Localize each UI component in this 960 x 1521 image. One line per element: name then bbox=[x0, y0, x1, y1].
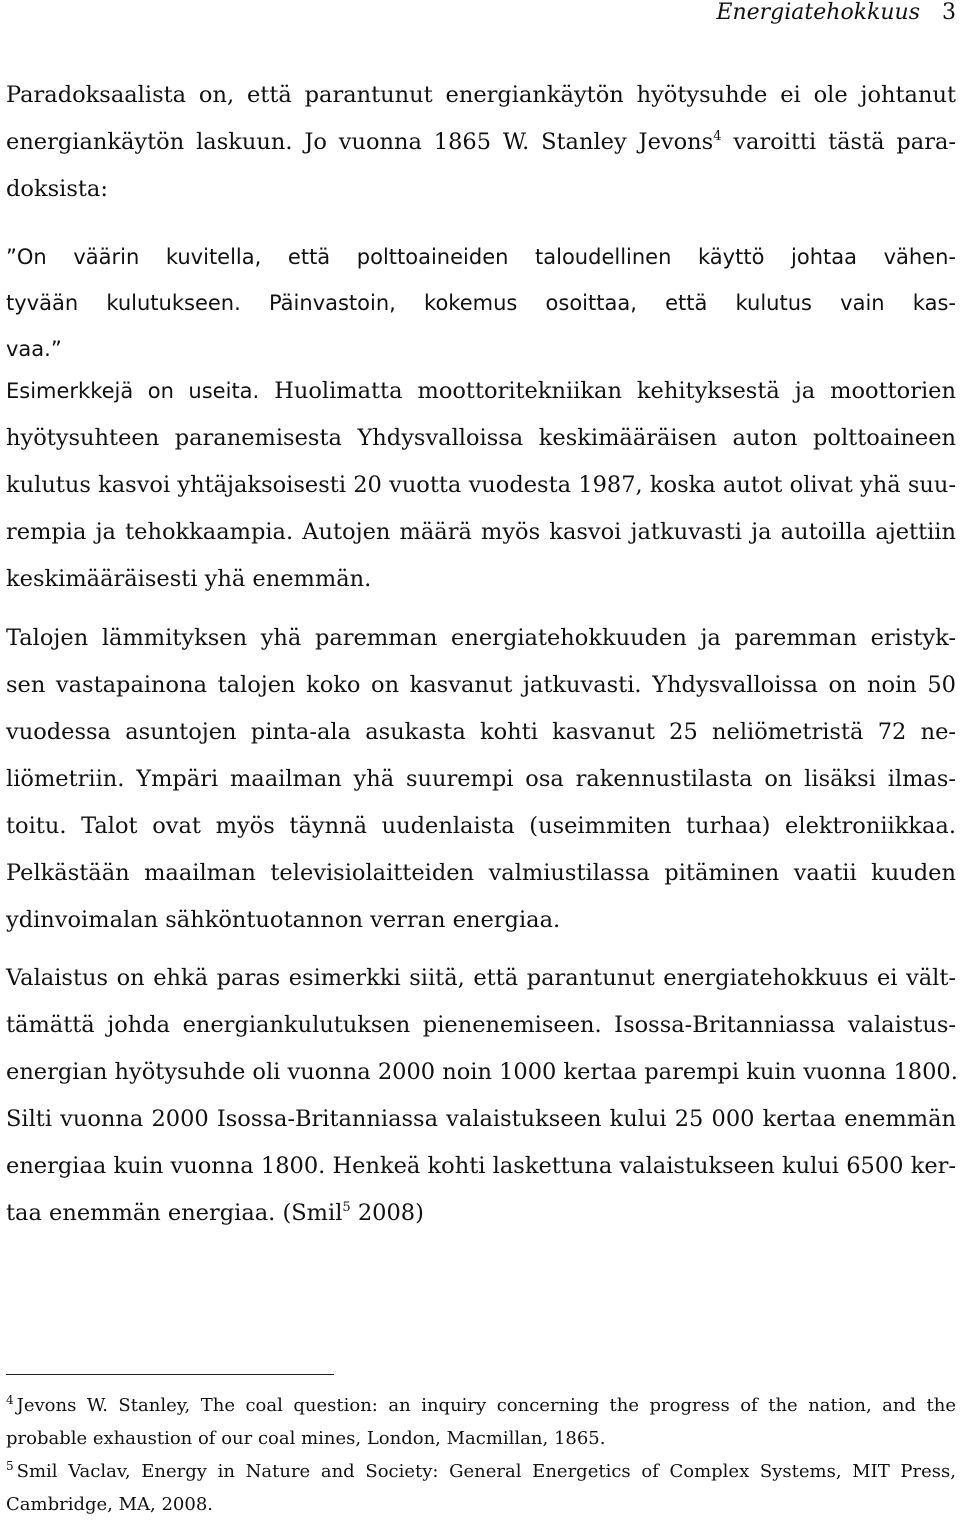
text-line: Paradoksaalista on, että parantunut energiankäytön hyötysuhde ei ole johtanut bbox=[6, 82, 956, 108]
text-line: ydinvoimalan sähköntuotannon verran energiaa. bbox=[6, 907, 561, 933]
quote-jevons bbox=[6, 234, 956, 372]
text-line: Silti vuonna 2000 Isossa-Britanniassa valaistukseen kului 25 000 kertaa enemmän bbox=[6, 1106, 956, 1132]
text-line: Pelkästään maailman televisiolaitteiden valmiustilassa pitäminen vaatii kuuden bbox=[6, 860, 956, 886]
text-line: rempia ja tehokkaampia. Autojen määrä myös kasvoi jatkuvasti ja autoilla ajettiin bbox=[6, 519, 956, 545]
text-line: doksista: bbox=[6, 176, 108, 202]
text-line: energian hyötysuhde oli vuonna 2000 noin 1000 kertaa parempi kuin vuonna 1800. bbox=[6, 1059, 958, 1085]
footnote-marker: 4 bbox=[6, 1393, 14, 1407]
footnotes bbox=[6, 1389, 956, 1521]
paragraph-lighting bbox=[6, 955, 956, 1237]
text-line: tämättä johda energiankulutuksen pienenemiseen. Isossa-Britanniassa valaistus- bbox=[6, 1012, 956, 1038]
text-line: taa enemmän energiaa. (Smil$^5$ 2008) bbox=[6, 1200, 424, 1226]
text-line: hyötysuhteen paranemisesta Yhdysvalloissa keskimääräisen auton polttoaineen bbox=[6, 425, 956, 451]
text-line: energiankäytön laskuun. Jo vuonna 1865 W. Stanley Jevons$^4$ varoitti tästä para- bbox=[6, 129, 956, 155]
footnote-ref: 4 bbox=[713, 129, 722, 144]
footnote-marker: 5 bbox=[6, 1459, 14, 1473]
paragraph-cars bbox=[6, 368, 956, 603]
quote-line: ”On väärin kuvitella, että polttoaineiden taloudellinen käyttö johtaa vähen- bbox=[6, 245, 956, 269]
quote-line: vaa.” bbox=[6, 337, 62, 361]
text-line: energiaa kuin vuonna 1800. Henkeä kohti laskettuna valaistukseen kului 6500 ker- bbox=[6, 1153, 956, 1179]
text-line: vuodessa asuntojen pinta-ala asukasta kohti kasvanut 25 neliömetristä 72 ne- bbox=[6, 719, 956, 745]
text-line: Talojen lämmityksen yhä paremman energiatehokkuuden ja paremman eristyk- bbox=[6, 625, 956, 651]
footnote-5 bbox=[6, 1455, 956, 1521]
footnote-line: Cambridge, MA, 2008. bbox=[6, 1494, 213, 1515]
text-line: toitu. Talot ovat myös täynnä uudenlaista (useimmiten turhaa) elektroniikkaa. bbox=[6, 813, 956, 839]
footnote-line: $^4$ Jevons W. Stanley, The coal question: an inquiry concerning the progress of the nation, and the bbox=[6, 1393, 956, 1416]
footnote-line: $^5$ Smil Vaclav, Energy in Nature and Society: General Energetics of Complex Systems, MIT Press, bbox=[6, 1459, 956, 1482]
quote-line: tyvään kulutukseen. Päinvastoin, kokemus osoittaa, että kulutus vain kas- bbox=[6, 291, 956, 315]
footnote-line: probable exhaustion of our coal mines, London, Macmillan, 1865. bbox=[6, 1428, 606, 1449]
text-line: Esimerkkejä on useita. Huolimatta moottoritekniikan kehityksestä ja moottorien bbox=[6, 378, 956, 404]
paragraph-jevons-intro bbox=[6, 72, 956, 213]
footnote-ref: 5 bbox=[342, 1200, 351, 1215]
header-title: Energiatehokkuus bbox=[716, 0, 920, 25]
footnote-separator bbox=[6, 1374, 334, 1375]
text-line: sen vastapainona talojen koko on kasvanut jatkuvasti. Yhdysvalloissa on noin 50 bbox=[6, 672, 956, 698]
lead-sentence: Esimerkkejä on useita. bbox=[6, 379, 260, 403]
page-number: 3 bbox=[942, 0, 956, 25]
running-header bbox=[716, 0, 956, 24]
paragraph-housing bbox=[6, 615, 956, 944]
text-line: keskimääräisesti yhä enemmän. bbox=[6, 566, 372, 592]
text-line: Valaistus on ehkä paras esimerkki siitä, että parantunut energiatehokkuus ei vält- bbox=[6, 965, 956, 991]
text-line: liömetriin. Ympäri maailman yhä suurempi osa rakennustilasta on lisäksi ilmas- bbox=[6, 766, 956, 792]
footnote-4 bbox=[6, 1389, 956, 1455]
text-line: kulutus kasvoi yhtäjaksoisesti 20 vuotta vuodesta 1987, koska autot olivat yhä suu- bbox=[6, 472, 956, 498]
